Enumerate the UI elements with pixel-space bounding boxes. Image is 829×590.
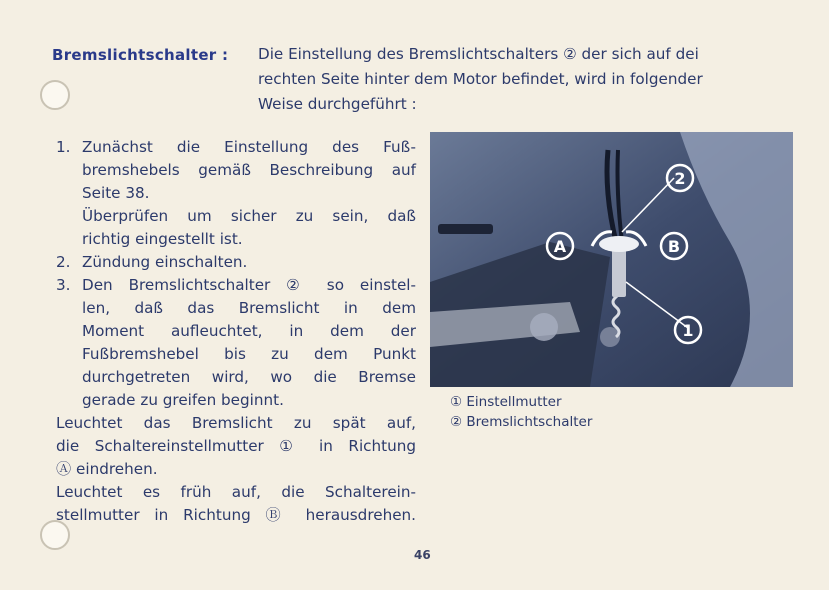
step-line: Seite 38. (82, 184, 150, 202)
caption-item (450, 412, 592, 432)
paragraph-late (56, 412, 416, 481)
step-line: Moment aufleuchtet, in dem der (82, 322, 416, 340)
caption-marker: ② (450, 414, 463, 430)
step-line: Überprüfen um sicher zu sein, daß (82, 207, 416, 225)
step-3 (56, 274, 416, 412)
paragraph-early (56, 481, 416, 527)
figure-captions (450, 392, 592, 432)
instruction-list (56, 136, 416, 527)
step-line: gerade zu greifen beginnt. (82, 391, 284, 409)
step-number: 3. (56, 276, 71, 294)
binder-hole-top (40, 80, 70, 110)
section-heading: Bremslichtschalter : (52, 46, 229, 64)
intro-line: Weise durchgeführt : (258, 95, 417, 113)
step-line: Zündung einschalten. (82, 253, 248, 271)
step-line: durchgetreten wird, wo die Bremse (82, 368, 416, 386)
callout-1-label: 1 (682, 321, 694, 340)
step-2 (56, 251, 416, 274)
intro-line: Die Einstellung des Bremslichtschalters ② der sich auf dei (258, 45, 699, 63)
photo-illustration (430, 132, 793, 387)
step-number: 1. (56, 138, 71, 156)
step-line: Den Bremslichtschalter ② so einstel- (82, 276, 416, 294)
page-number: 46 (414, 548, 431, 562)
callout-b-label: B (667, 237, 681, 256)
caption-item (450, 392, 592, 412)
paragraph-line: Leuchtet das Bremslicht zu spät auf, (56, 414, 416, 432)
intro-line: rechten Seite hinter dem Motor befindet, wird in folgender (258, 70, 703, 88)
step-number: 2. (56, 253, 71, 271)
step-line: richtig eingestellt ist. (82, 230, 243, 248)
callout-2-label: 2 (674, 169, 686, 188)
caption-text: Einstellmutter (466, 394, 562, 410)
step-line: len, daß das Bremslicht in dem (82, 299, 416, 317)
step-line: Fußbremshebel bis zu dem Punkt (82, 345, 416, 363)
step-1 (56, 136, 416, 251)
brake-switch-photo (430, 132, 793, 387)
intro-text (258, 42, 798, 117)
paragraph-line: stellmutter in Richtung Ⓑ herausdrehen. (56, 506, 416, 524)
step-line: bremshebels gemäß Beschreibung auf (82, 161, 416, 179)
paragraph-line: Ⓐ eindrehen. (56, 460, 158, 478)
step-line: Zunächst die Einstellung des Fuß- (82, 138, 416, 156)
callout-a-label: A (553, 237, 567, 256)
caption-text: Bremslichtschalter (466, 414, 593, 430)
paragraph-line: die Schaltereinstellmutter ① in Richtung (56, 437, 416, 455)
caption-marker: ① (450, 394, 463, 410)
paragraph-line: Leuchtet es früh auf, die Schalterein- (56, 483, 416, 501)
